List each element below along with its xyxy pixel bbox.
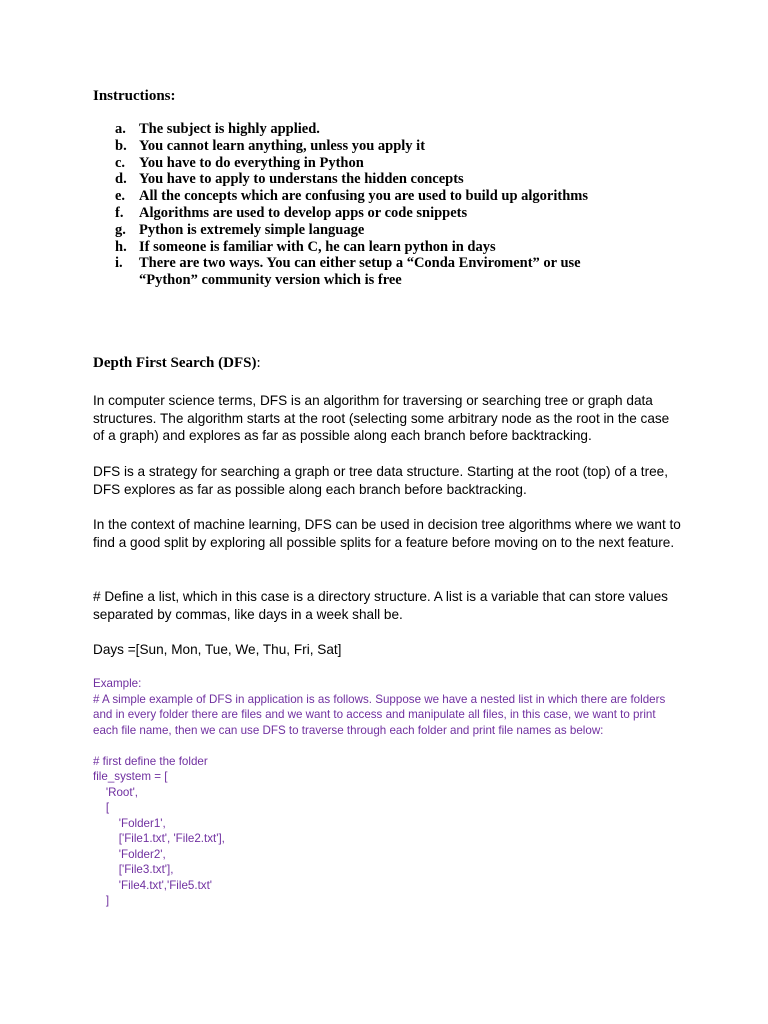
code-line: [ (93, 801, 110, 814)
instruction-item (93, 255, 693, 289)
list-marker: g. (115, 221, 126, 238)
instruction-item (93, 171, 693, 188)
dfs-paragraph: # Define a list, which in this case is a directory structure. A list is a variable that can store values separated by commas, like days in a week shall be. (93, 589, 668, 622)
code-line: 'File4.txt','File5.txt' (93, 878, 213, 892)
code-line: 'Folder1', (93, 816, 166, 830)
instruction-item (93, 222, 693, 239)
code-line: ['File3.txt'], (93, 863, 174, 876)
list-marker: b. (115, 137, 127, 154)
example-description: # A simple example of DFS in application is as follows. Suppose we have a nested list in which there are folders and in every folder there are files and we want to access and manipulate all files, in this case, we want to print each file name, then we can use DFS to traverse through each folder and print file names as below: (93, 692, 666, 737)
code-line: 'Folder2', (93, 847, 166, 861)
example-block (93, 676, 683, 909)
instruction-item (93, 155, 693, 172)
instruction-text: The subject is highly applied. (139, 121, 320, 137)
instruction-text: You have to apply to understans the hidden concepts (139, 171, 464, 188)
instruction-text: If someone is familiar with C, he can learn python in days (139, 238, 496, 255)
instruction-item (93, 205, 693, 222)
code-line: file_system = [ (93, 770, 168, 783)
dfs-paragraph: DFS is a strategy for searching a graph or tree data structure. Starting at the root (top) of a tree, DFS explores as far as possible along each branch before backtracking. (93, 464, 668, 497)
instruction-text: You cannot learn anything, unless you apply it (139, 137, 426, 154)
instructions-list (93, 121, 693, 289)
example-label: Example: (93, 677, 142, 690)
list-marker: e. (115, 188, 126, 205)
dfs-heading-text: Depth First Search (DFS) (93, 355, 257, 371)
instruction-text: All the concepts which are confusing you are used to build up algorithms (139, 188, 589, 205)
code-line: 'Root', (93, 785, 139, 799)
code-line: ['File1.txt', 'File2.txt'], (93, 832, 225, 845)
instruction-text: You have to do everything in Python (139, 154, 364, 171)
dfs-heading (93, 355, 261, 372)
list-marker: i. (115, 255, 123, 272)
instruction-text: Algorithms are used to develop apps or code snippets (139, 204, 468, 221)
instruction-text: Python is extremely simple language (139, 221, 365, 238)
code-line: # first define the folder (93, 754, 208, 768)
instruction-item (93, 188, 693, 205)
code-line: ] (93, 894, 110, 907)
list-marker: h. (115, 238, 127, 255)
instructions-heading: Instructions: (93, 88, 176, 104)
instruction-item (93, 138, 693, 155)
dfs-heading-colon: : (256, 355, 261, 371)
list-marker: d. (115, 171, 127, 188)
list-marker: a. (115, 121, 126, 137)
instruction-text: There are two ways. You can either setup a “Conda Enviroment” or use “Python” community version which is free (139, 255, 581, 289)
blank-line (93, 738, 683, 754)
instruction-item (93, 239, 693, 256)
list-marker: c. (115, 154, 126, 171)
days-list-line: Days =[Sun, Mon, Tue, We, Thu, Fri, Sat] (93, 642, 342, 657)
list-marker: f. (115, 204, 124, 221)
dfs-paragraph: In the context of machine learning, DFS can be used in decision tree algorithms where we want to find a good split by exploring all possible splits for a feature before moving on to the next feature. (93, 517, 681, 550)
dfs-paragraph: In computer science terms, DFS is an algorithm for traversing or searching tree or graph data structures. The algorithm starts at the root (selecting some arbitrary node as the root in the case of a graph) and explores as far as possible along each branch before backtracking. (93, 393, 670, 444)
instruction-item (93, 121, 693, 138)
